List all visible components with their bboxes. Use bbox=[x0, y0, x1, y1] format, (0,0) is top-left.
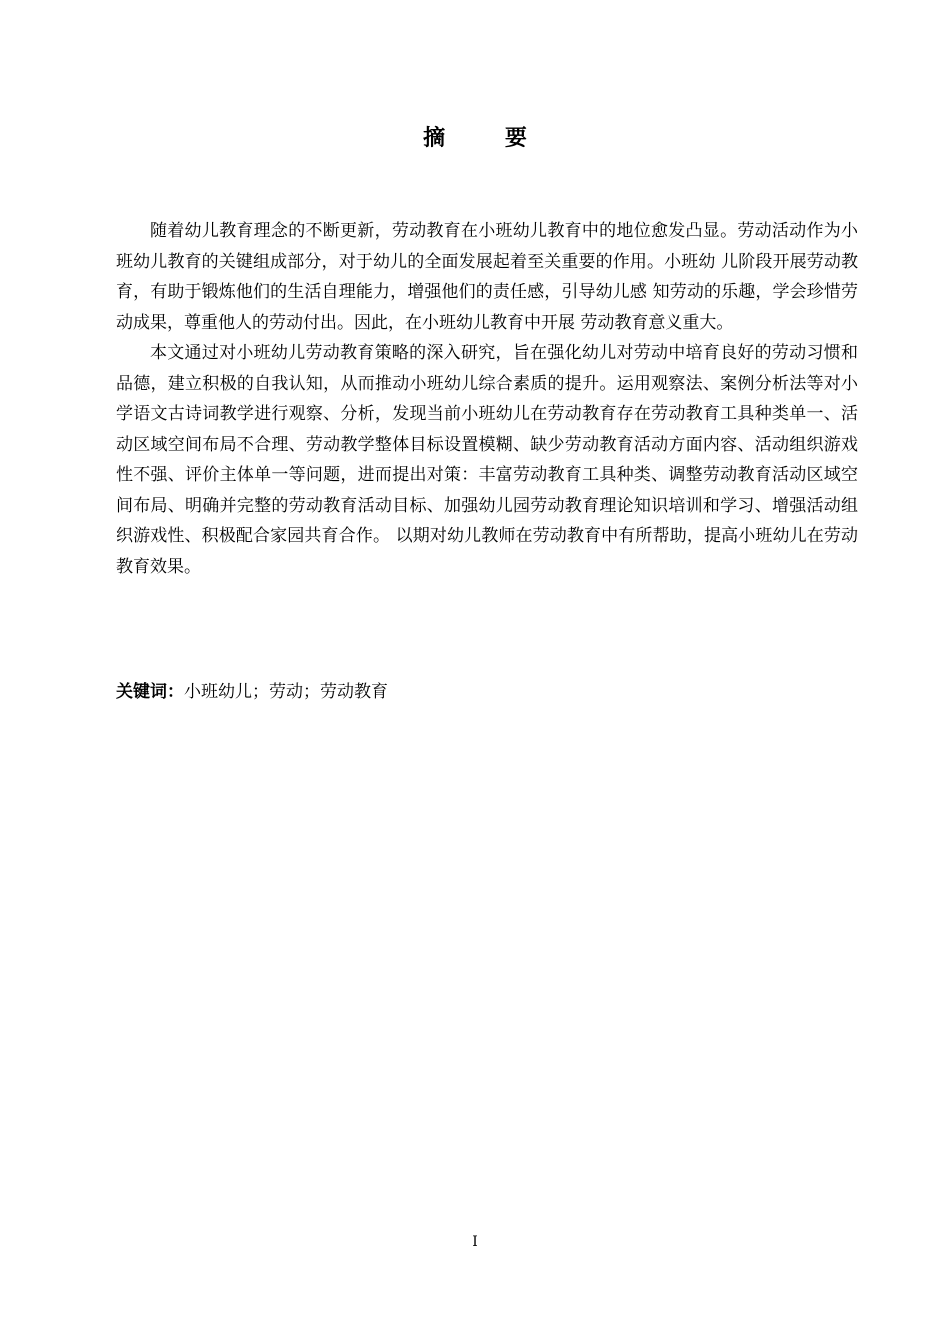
abstract-body bbox=[116, 216, 858, 582]
abstract-paragraph-1: 随着幼儿教育理念的不断更新，劳动教育在小班幼儿教育中的地位愈发凸显。劳动活动作为小班幼儿教育的关键组成部分，对于幼儿的全面发展起着至关重要的作用。小班幼 儿阶段开展劳动教育，有助于锻炼他们的生活自理能力，增强他们的责任感，引导幼儿感 知劳动的乐趣，学会珍惜劳动成果，尊重他人的劳动付出。因此，在小班幼儿教育中开展 劳动教育意义重大。 bbox=[116, 221, 858, 333]
keywords-text: 小班幼儿；劳动；劳动教育 bbox=[184, 682, 388, 702]
keywords-label: 关键词： bbox=[116, 682, 184, 702]
abstract-title: 摘 要 bbox=[423, 126, 553, 151]
page-number: I bbox=[472, 1234, 478, 1250]
abstract-paragraph-2: 本文通过对小班幼儿劳动教育策略的深入研究，旨在强化幼儿对劳动中培育良好的劳动习惯和品德，建立积极的自我认知，从而推动小班幼儿综合素质的提升。运用观察法、案例分析法等对小学语文古诗词教学进行观察、分析，发现当前小班幼儿在劳动教育存在劳动教育工具种类单一、活动区域空间布局不合理、劳动教学整体目标设置模糊、缺少劳动教育活动方面内容、活动组织游戏性不强、评价主体单一等问题，进而提出对策：丰富劳动教育工具种类、调整劳动教育活动区域空间布局、明确并完整的劳动教育活动目标、加强幼儿园劳动教育理论知识培训和学习、增强活动组织游戏性、积极配合家园共育合作。 以期对幼儿教师在劳动教育中有所帮助，提高小班幼儿在劳动教育效果。 bbox=[116, 343, 858, 577]
keywords-line bbox=[116, 677, 858, 707]
